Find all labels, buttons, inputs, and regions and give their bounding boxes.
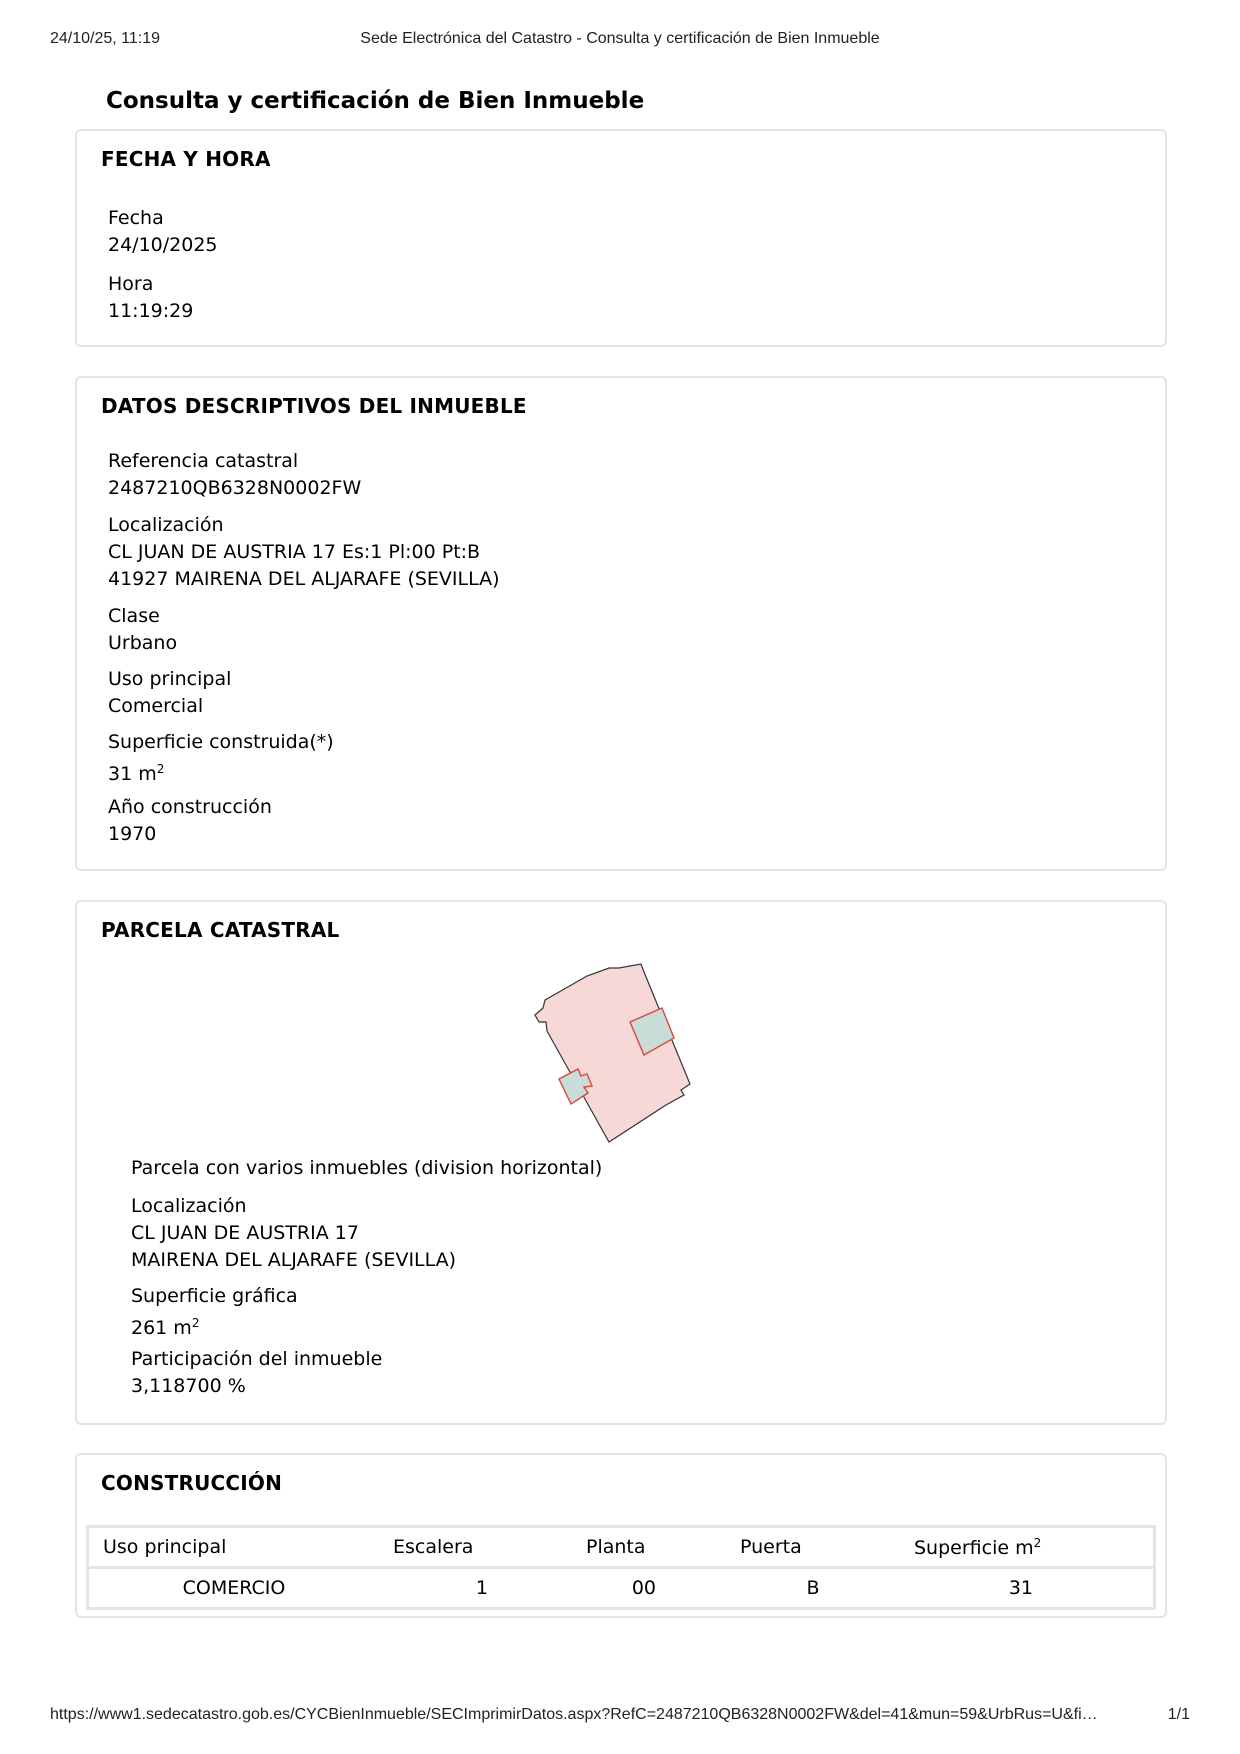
hora-value: 11:19:29 [108, 300, 194, 322]
cell-uso: COMERCIO [182, 1577, 286, 1599]
superficie-column-exponent: 2 [1033, 1535, 1042, 1550]
participacion-value: 3,118700 % [131, 1375, 246, 1397]
superficie-value: 31 $m^2$ [108, 762, 165, 785]
superficie-grafica-value: 261 $m^2$ [131, 1316, 200, 1339]
clase-value: Urbano [108, 632, 178, 654]
fecha-hora-heading: FECHA Y HORA [101, 147, 271, 171]
clase-field [108, 603, 177, 657]
column-header-superficie: Superficie $m^2$ [900, 1527, 1155, 1568]
referencia-field [108, 448, 361, 502]
superficie-label: Superficie construida(*) [108, 731, 334, 753]
column-header-escalera: Escalera [379, 1527, 572, 1568]
column-header-planta: Planta [572, 1527, 726, 1568]
uso-field [108, 666, 231, 720]
localizacion-label: Localización [108, 514, 224, 536]
superficie-grafica-field [131, 1283, 298, 1342]
uso-label: Uso principal [108, 668, 232, 690]
print-url: https://www1.sedecatastro.gob.es/CYCBienInmueble/SECImprimirDatos.aspx?RefC=2487210QB6328N0002FW&del=41&mun=59&UrbRus=U&fi… [50, 1706, 1098, 1723]
print-header [50, 30, 1190, 52]
superficie-grafica-label: Superficie gráfica [131, 1285, 298, 1307]
parcela-localizacion-label: Localización [131, 1195, 247, 1217]
referencia-value: 2487210QB6328N0002FW [108, 477, 362, 499]
clase-label: Clase [108, 605, 160, 627]
hora-field [108, 271, 193, 325]
referencia-label: Referencia catastral [108, 450, 299, 472]
parcela-localizacion-line2: MAIRENA DEL ALJARAFE (SEVILLA) [131, 1249, 457, 1271]
parcela-localizacion-line1: CL JUAN DE AUSTRIA 17 [131, 1222, 359, 1244]
construccion-card [75, 1453, 1167, 1618]
table-row [88, 1568, 1155, 1609]
page-title: Consulta y certificación de Bien Inmueble [106, 88, 645, 114]
participacion-field [131, 1346, 382, 1400]
parcela-description: Parcela con varios inmuebles (division horizontal) [131, 1157, 603, 1179]
page-number: 1/1 [1167, 1706, 1190, 1723]
superficie-field [108, 729, 334, 788]
superficie-grafica-exponent: 2 [191, 1316, 200, 1330]
superficie-unit-exponent: 2 [156, 762, 165, 776]
datos-descriptivos-card [75, 376, 1167, 871]
fecha-hora-card [75, 129, 1167, 347]
table-header-row [88, 1527, 1155, 1568]
print-datetime: 24/10/25, 11:19 [50, 30, 161, 47]
parcel-map-image [521, 962, 711, 1147]
localizacion-line1: CL JUAN DE AUSTRIA 17 Es:1 Pl:00 Pt:B [108, 541, 481, 563]
parcela-heading: PARCELA CATASTRAL [101, 918, 340, 942]
hora-label: Hora [108, 273, 154, 295]
column-header-uso: Uso principal [88, 1527, 380, 1568]
cell-escalera: 1 [475, 1577, 488, 1599]
fecha-label: Fecha [108, 207, 164, 229]
participacion-label: Participación del inmueble [131, 1348, 383, 1370]
parcela-desc-field [131, 1155, 602, 1182]
column-header-puerta: Puerta [726, 1527, 900, 1568]
anio-value: 1970 [108, 823, 157, 845]
anio-field [108, 794, 272, 848]
print-footer [50, 1706, 1190, 1728]
construccion-heading: CONSTRUCCIÓN [101, 1471, 283, 1495]
parcela-localizacion-field [131, 1193, 456, 1274]
localizacion-field [108, 512, 500, 593]
fecha-field [108, 205, 218, 259]
construccion-table [86, 1525, 1156, 1610]
datos-heading: DATOS DESCRIPTIVOS DEL INMUEBLE [101, 394, 527, 418]
parcela-catastral-card [75, 900, 1167, 1425]
uso-value: Comercial [108, 695, 204, 717]
print-doc-title: Sede Electrónica del Catastro - Consulta y certificación de Bien Inmueble [360, 30, 880, 47]
cell-superficie: 31 [1008, 1577, 1033, 1599]
cell-planta: 00 [631, 1577, 656, 1599]
cell-puerta: B [806, 1577, 820, 1599]
anio-label: Año construcción [108, 796, 272, 818]
localizacion-line2: 41927 MAIRENA DEL ALJARAFE (SEVILLA) [108, 568, 500, 590]
parcel-outline [535, 964, 690, 1142]
fecha-value: 24/10/2025 [108, 234, 218, 256]
